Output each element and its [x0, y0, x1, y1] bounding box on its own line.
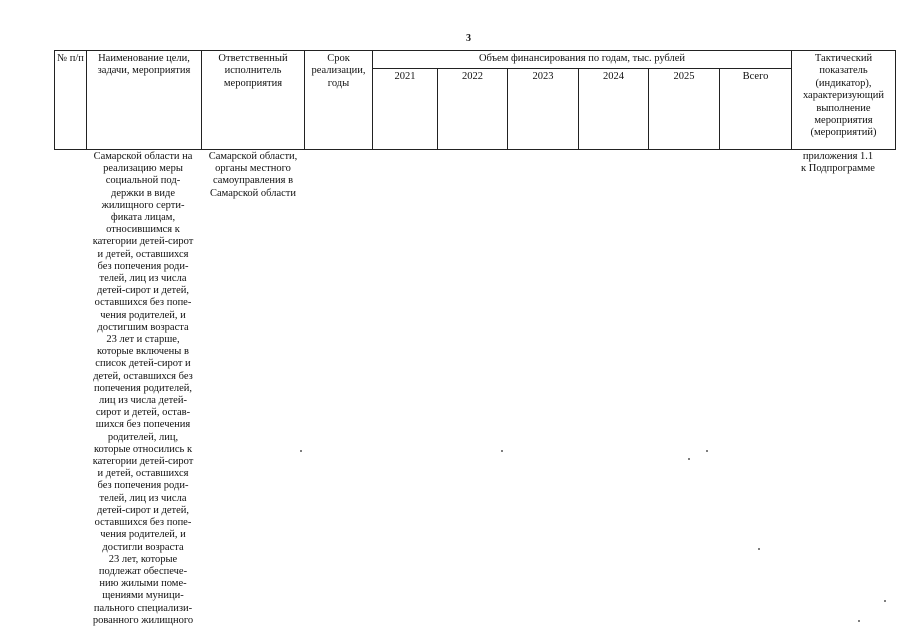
row-name-line: 23 лет, которые: [108, 553, 178, 565]
table-body-continuation: [0, 150, 905, 636]
row-name-line: и детей, оставшихся: [97, 468, 189, 480]
scan-speck: [706, 450, 708, 452]
header-name: Наименование цели, задачи, мероприятия: [87, 51, 202, 150]
row-name-line: родителей, лиц,: [107, 431, 179, 443]
scan-speck: [858, 620, 860, 622]
header-num: № п/п: [55, 51, 87, 150]
row-name-line: оставшихся без попе-: [94, 517, 192, 529]
row-name-cell: [86, 151, 200, 627]
row-name-line: детей-сирот и детей,: [97, 285, 189, 297]
scan-speck: [688, 458, 690, 460]
row-name-line: сирот и детей, остав-: [95, 407, 191, 419]
row-responsible-line: органы местного: [215, 163, 291, 175]
row-name-line: детей-сирот и детей,: [97, 504, 189, 516]
row-name-line: без попечения роди-: [97, 480, 189, 492]
row-name-line: достигшим возраста: [97, 321, 189, 333]
row-name-line: попечения родителей,: [93, 382, 193, 394]
header-year-2024: 2024: [579, 69, 649, 150]
row-name-line: без попечения роди-: [97, 260, 189, 272]
row-name-line: и детей, оставшихся: [97, 248, 189, 260]
row-name-line: социальной под-: [105, 175, 181, 187]
header-financing: Объем финансирования по годам, тыс. рублей: [373, 51, 792, 69]
scan-speck: [884, 600, 886, 602]
row-indicator-cell: [786, 151, 890, 175]
row-name-line: телей, лиц из числа: [99, 492, 187, 504]
row-indicator-line: приложения 1.1: [802, 151, 874, 162]
row-responsible-cell: [202, 151, 304, 200]
row-name-line: подлежат обеспече-: [98, 565, 188, 577]
row-name-line: достигли возраста: [102, 541, 184, 553]
row-name-line: нию жилыми поме-: [99, 578, 187, 590]
row-name-line: щениями муници-: [102, 590, 184, 602]
page-number: 3: [466, 33, 471, 44]
header-year-2021: 2021: [373, 69, 438, 150]
row-name-line: пального специализи-: [93, 602, 193, 614]
row-name-line: держки в виде: [110, 187, 175, 199]
row-name-line: оставшихся без попе-: [94, 297, 192, 309]
row-name-line: телей, лиц из числа: [99, 273, 187, 285]
scan-speck: [758, 548, 760, 550]
row-name-line: детей, оставшихся без: [93, 370, 193, 382]
row-name-line: чения родителей, и: [100, 309, 186, 321]
row-name-line: 23 лет и старше,: [106, 334, 180, 346]
row-name-line: относившимся к: [106, 224, 180, 236]
header-year-2025: 2025: [649, 69, 720, 150]
row-name-line: реализацию меры: [103, 163, 183, 175]
row-indicator-line: к Подпрограмме: [801, 163, 875, 175]
scan-speck: [501, 450, 503, 452]
financing-table-header: [54, 50, 896, 150]
header-year-2023: 2023: [508, 69, 579, 150]
row-name-line: рованного жилищного: [92, 614, 194, 626]
header-year-total: Всего: [720, 69, 792, 150]
header-indicator: Тактический показатель (индикатор), характеризующий выполнение мероприятия (мероприятий): [792, 51, 896, 150]
header-period: Срок реализации, годы: [305, 51, 373, 150]
row-name-line: категории детей-сирот: [92, 456, 194, 468]
row-name-line: список детей-сирот и: [95, 358, 191, 370]
row-name-line: чения родителей, и: [100, 529, 186, 541]
row-responsible-line: Самарской области: [210, 187, 296, 199]
row-name-line: Самарской области на: [93, 151, 193, 162]
row-name-line: жилищного серти-: [101, 199, 185, 211]
header-responsible: Ответственный исполнитель мероприятия: [202, 51, 305, 150]
header-year-2022: 2022: [438, 69, 508, 150]
scan-speck: [300, 450, 302, 452]
row-name-line: которые включены в: [97, 346, 189, 358]
row-name-line: шихся без попечения: [95, 419, 191, 431]
row-name-line: лиц из числа детей-: [99, 395, 187, 407]
row-responsible-line: Самарской области,: [208, 151, 298, 162]
row-responsible-line: самоуправления в: [212, 175, 294, 187]
row-name-line: категории детей-сирот: [92, 236, 194, 248]
row-name-line: фиката лицам,: [110, 212, 176, 224]
row-name-line: которые относились к: [93, 443, 193, 455]
